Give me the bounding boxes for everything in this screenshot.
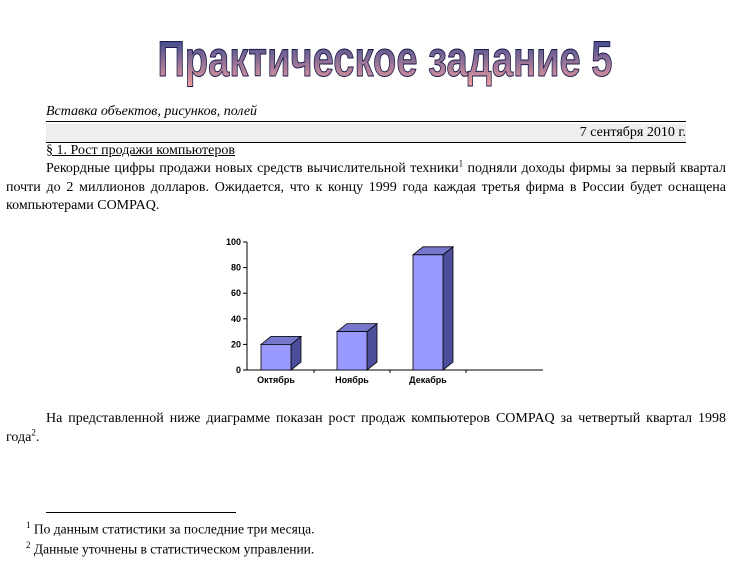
bar-side [443,247,453,370]
footnote-ref-2[interactable]: 2 [31,426,36,437]
y-tick-label: 60 [230,288,241,299]
footnote-ref-1[interactable]: 1 [458,158,464,169]
y-tick-label: 100 [225,237,241,247]
footnote-1 [26,520,314,538]
footnote-separator [46,512,236,513]
date-field: 7 сентября 2010 г. [46,124,686,143]
sales-chart-svg [205,230,550,390]
x-tick-label: Ноябрь [335,375,369,385]
paragraph-intro [6,160,726,216]
x-tick-label: Октябрь [257,375,295,385]
footnote-2-text: Данные уточнены в статистическом управлении. [30,541,315,557]
header-subtitle: Вставка объектов, рисунков, полей [46,104,686,122]
bar [261,344,291,370]
footnote-2-mark: 2 [26,540,31,550]
paragraph-chart-intro-text: На представленной ниже диаграмме показан рост продаж компьютеров COMPAQ за четвертый квартал 1998 года [6,411,726,445]
y-tick-label: 40 [230,313,241,324]
y-tick-label: 80 [230,262,241,273]
y-tick-label: 20 [230,339,241,350]
paragraph-intro-text: Рекордные цифры продажи новых средств вычислительной техники [46,161,459,176]
paragraph-chart-intro [6,410,726,447]
page-title-graphic [150,18,620,98]
section-heading: § 1. Рост продажи компьютеров [46,143,235,158]
page-title-wordart [150,18,620,98]
y-tick-label: 0 [235,365,241,375]
page-title: Практическое задание 5 [157,31,613,87]
bar [337,332,367,370]
x-tick-label: Декабрь [409,375,447,385]
footnote-1-text: По данным статистики за последние три месяца. [30,521,315,537]
paragraph-intro-rest: подняли доходы фирмы за первый квартал почти до 2 миллионов долларов. Ожидается, что к концу 1999 года каждая третья фирма в России будет оснащена компьютерами COMPAQ. [6,161,726,213]
bar [413,255,443,370]
footnote-1-mark: 1 [26,520,31,530]
paragraph-chart-intro-end: . [35,429,40,445]
sales-chart [205,230,550,390]
footnote-2 [26,540,314,558]
